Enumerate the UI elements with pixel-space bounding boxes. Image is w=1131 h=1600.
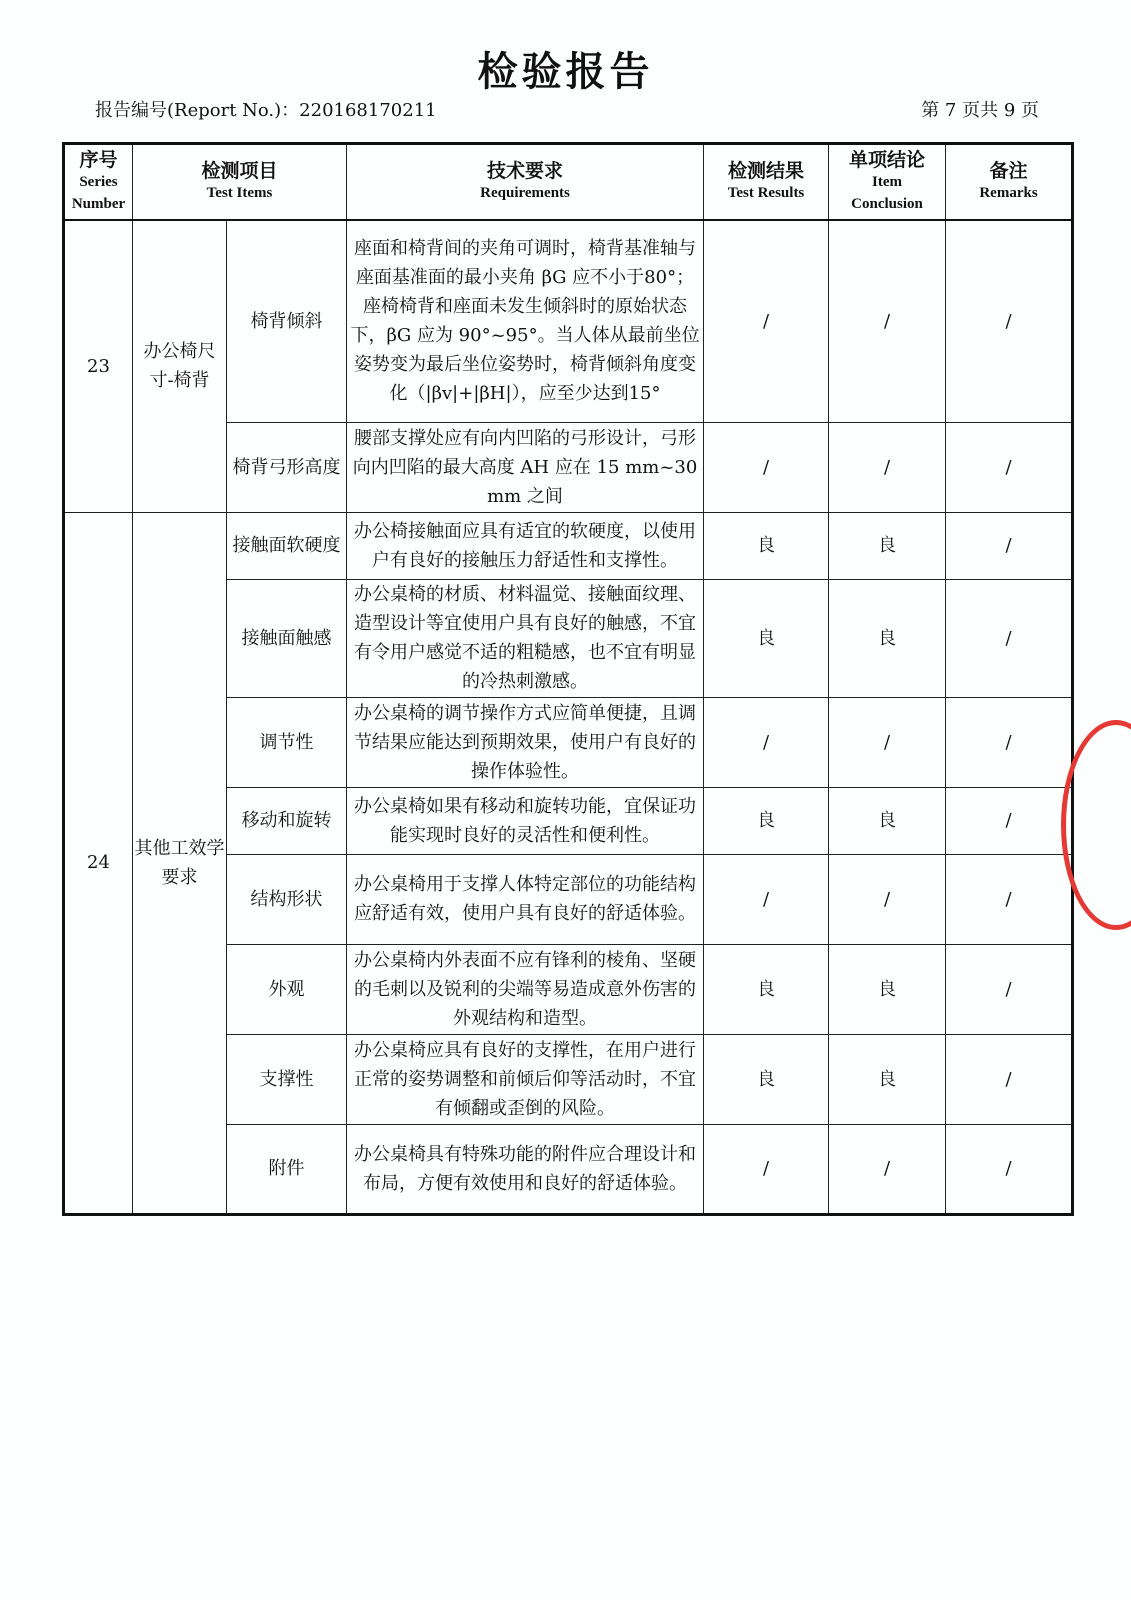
header-item-conclusion: 单项结论 Item Conclusion — [829, 144, 946, 221]
remark: / — [946, 697, 1073, 787]
remark: / — [946, 1034, 1073, 1124]
item-conclusion: 良 — [829, 944, 946, 1034]
requirement-text: 办公桌椅如果有移动和旋转功能，宜保证功能实现时良好的灵活性和便利性。 — [347, 787, 704, 854]
report-number-value: 220168170211 — [299, 100, 437, 121]
test-results-table — [62, 142, 1074, 1216]
item-conclusion: 良 — [829, 579, 946, 697]
series-number: 23 — [64, 220, 133, 512]
remark: / — [946, 1124, 1073, 1214]
series-number: 24 — [64, 512, 133, 1214]
item-conclusion: / — [829, 220, 946, 422]
header-remarks: 备注 Remarks — [946, 144, 1073, 221]
category-name: 办公椅尺寸-椅背 — [133, 220, 227, 512]
remark: / — [946, 854, 1073, 944]
requirement-text: 腰部支撑处应有向内凹陷的弓形设计，弓形向内凹陷的最大高度 AH 应在 15 mm~30 mm 之间 — [347, 422, 704, 512]
report-title: 检验报告 — [477, 49, 654, 95]
test-item: 接触面软硬度 — [227, 512, 347, 579]
item-conclusion: / — [829, 697, 946, 787]
test-item: 支撑性 — [227, 1034, 347, 1124]
test-item: 结构形状 — [227, 854, 347, 944]
requirement-text: 办公桌椅的调节操作方式应简单便捷，且调节结果应能达到预期效果，使用户有良好的操作体验性。 — [347, 697, 704, 787]
test-item: 椅背弓形高度 — [227, 422, 347, 512]
test-result: 良 — [704, 787, 829, 854]
report-number-label: 报告编号(Report No.)： — [95, 100, 300, 121]
header-series: 序号 Series Number — [64, 144, 133, 221]
test-item: 接触面触感 — [227, 579, 347, 697]
test-item: 移动和旋转 — [227, 787, 347, 854]
test-result: 良 — [704, 512, 829, 579]
requirement-text: 办公桌椅内外表面不应有锋利的棱角、坚硬的毛刺以及锐利的尖端等易造成意外伤害的外观结构和造型。 — [347, 944, 704, 1034]
item-conclusion: 良 — [829, 1034, 946, 1124]
test-result: / — [704, 854, 829, 944]
table-header-row — [64, 144, 1073, 221]
test-result: / — [704, 1124, 829, 1214]
test-item: 外观 — [227, 944, 347, 1034]
remark: / — [946, 944, 1073, 1034]
test-result: / — [704, 422, 829, 512]
table-row — [64, 220, 1073, 422]
item-conclusion: / — [829, 1124, 946, 1214]
test-result: 良 — [704, 1034, 829, 1124]
remark: / — [946, 220, 1073, 422]
item-conclusion: 良 — [829, 512, 946, 579]
requirement-text: 办公桌椅用于支撑人体特定部位的功能结构应舒适有效，使用户具有良好的舒适体验。 — [347, 854, 704, 944]
test-result: 良 — [704, 944, 829, 1034]
header-test-items: 检测项目 Test Items — [133, 144, 347, 221]
test-item: 椅背倾斜 — [227, 220, 347, 422]
remark: / — [946, 422, 1073, 512]
page-indicator: 第 7 页共 9 页 — [921, 100, 1039, 121]
item-conclusion: / — [829, 854, 946, 944]
test-result: / — [704, 220, 829, 422]
item-conclusion: / — [829, 422, 946, 512]
requirement-text: 办公桌椅应具有良好的支撑性，在用户进行正常的姿势调整和前倾后仰等活动时，不宜有倾翻或歪倒的风险。 — [347, 1034, 704, 1124]
category-name: 其他工效学要求 — [133, 512, 227, 1214]
remark: / — [946, 512, 1073, 579]
report-number — [95, 96, 437, 122]
table-row — [64, 512, 1073, 579]
remark: / — [946, 787, 1073, 854]
test-item: 附件 — [227, 1124, 347, 1214]
header-requirements: 技术要求 Requirements — [347, 144, 704, 221]
test-result: 良 — [704, 579, 829, 697]
test-item: 调节性 — [227, 697, 347, 787]
item-conclusion: 良 — [829, 787, 946, 854]
header-test-results: 检测结果 Test Results — [704, 144, 829, 221]
requirement-text: 办公桌椅的材质、材料温觉、接触面纹理、造型设计等宜使用户具有良好的触感，不宜有令用户感觉不适的粗糙感，也不宜有明显的冷热刺激感。 — [347, 579, 704, 697]
requirement-text: 办公椅接触面应具有适宜的软硬度，以使用户有良好的接触压力舒适性和支撑性。 — [347, 512, 704, 579]
requirement-text: 办公桌椅具有特殊功能的附件应合理设计和布局，方便有效使用和良好的舒适体验。 — [347, 1124, 704, 1214]
test-result: / — [704, 697, 829, 787]
requirement-text: 座面和椅背间的夹角可调时，椅背基准轴与座面基准面的最小夹角 βG 应不小于80°；座椅椅背和座面未发生倾斜时的原始状态下，βG 应为 90°~95°。当人体从最前坐位姿势变为最后坐位姿势时，椅背倾斜角度变化（|βv|+|βH|），应至少达到15° — [347, 220, 704, 422]
remark: / — [946, 579, 1073, 697]
